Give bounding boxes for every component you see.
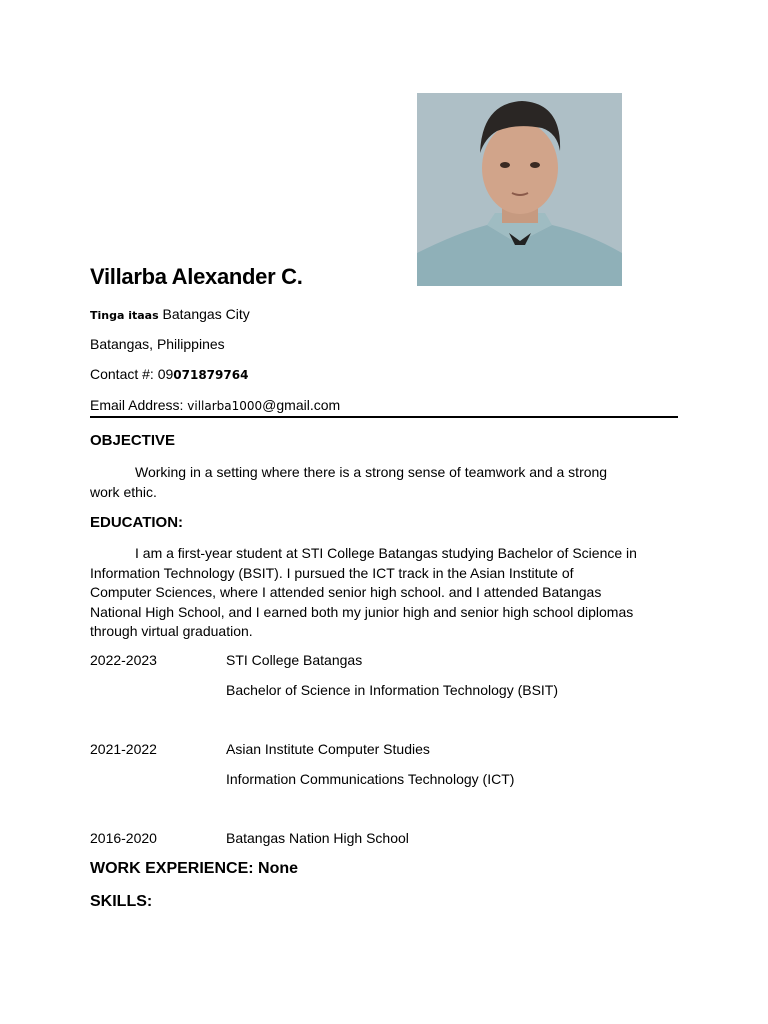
objective-line-1: Working in a setting where there is a strong sense of teamwork and a strong [135, 464, 608, 480]
contact-number: 071879764 [173, 368, 249, 382]
address-prefix: Tinga itaas [90, 309, 159, 322]
education-line-3: Computer Sciences, where I attended senior high school. and I attended Batangas [90, 584, 602, 600]
work-experience-heading: WORK EXPERIENCE: None [90, 860, 299, 877]
education-year: 2016-2020 [90, 830, 157, 846]
email-label: Email Address: [90, 397, 188, 413]
education-school: Asian Institute Computer Studies [226, 741, 430, 757]
address-city: Batangas City [158, 306, 250, 322]
education-paragraph [90, 544, 680, 642]
education-school: Batangas Nation High School [226, 830, 409, 846]
applicant-name: Villarba Alexander C. [90, 264, 303, 289]
education-program: Information Communications Technology (ICT) [226, 771, 515, 787]
education-school: STI College Batangas [226, 652, 363, 668]
header-divider [90, 416, 678, 418]
education-line-5: through virtual graduation. [90, 623, 253, 639]
education-program: Bachelor of Science in Information Technology (BSIT) [226, 682, 559, 698]
education-line-1: I am a first-year student at STI College Batangas studying Bachelor of Science in [135, 545, 637, 561]
education-line-2: Information Technology (BSIT). I pursued the ICT track in the Asian Institute of [90, 564, 574, 581]
education-year: 2021-2022 [90, 741, 157, 757]
email-domain: @gmail.com [262, 397, 341, 413]
skills-heading: SKILLS: [90, 893, 153, 910]
education-heading: EDUCATION: [90, 514, 184, 531]
objective-text [90, 463, 680, 502]
education-year: 2022-2023 [90, 652, 157, 668]
contact-line [90, 366, 248, 382]
education-line-4: National High School, and I earned both my junior high and senior high school diplomas [90, 603, 634, 620]
email-line [90, 397, 340, 413]
profile-photo [417, 93, 622, 286]
contact-label: Contact #: 09 [90, 366, 174, 382]
objective-line-2: work ethic. [90, 483, 157, 500]
email-user: villarba1000 [187, 399, 263, 413]
address-line-2: Batangas, Philippines [90, 336, 225, 352]
objective-heading: OBJECTIVE [90, 432, 176, 449]
address-line-1 [90, 306, 250, 322]
